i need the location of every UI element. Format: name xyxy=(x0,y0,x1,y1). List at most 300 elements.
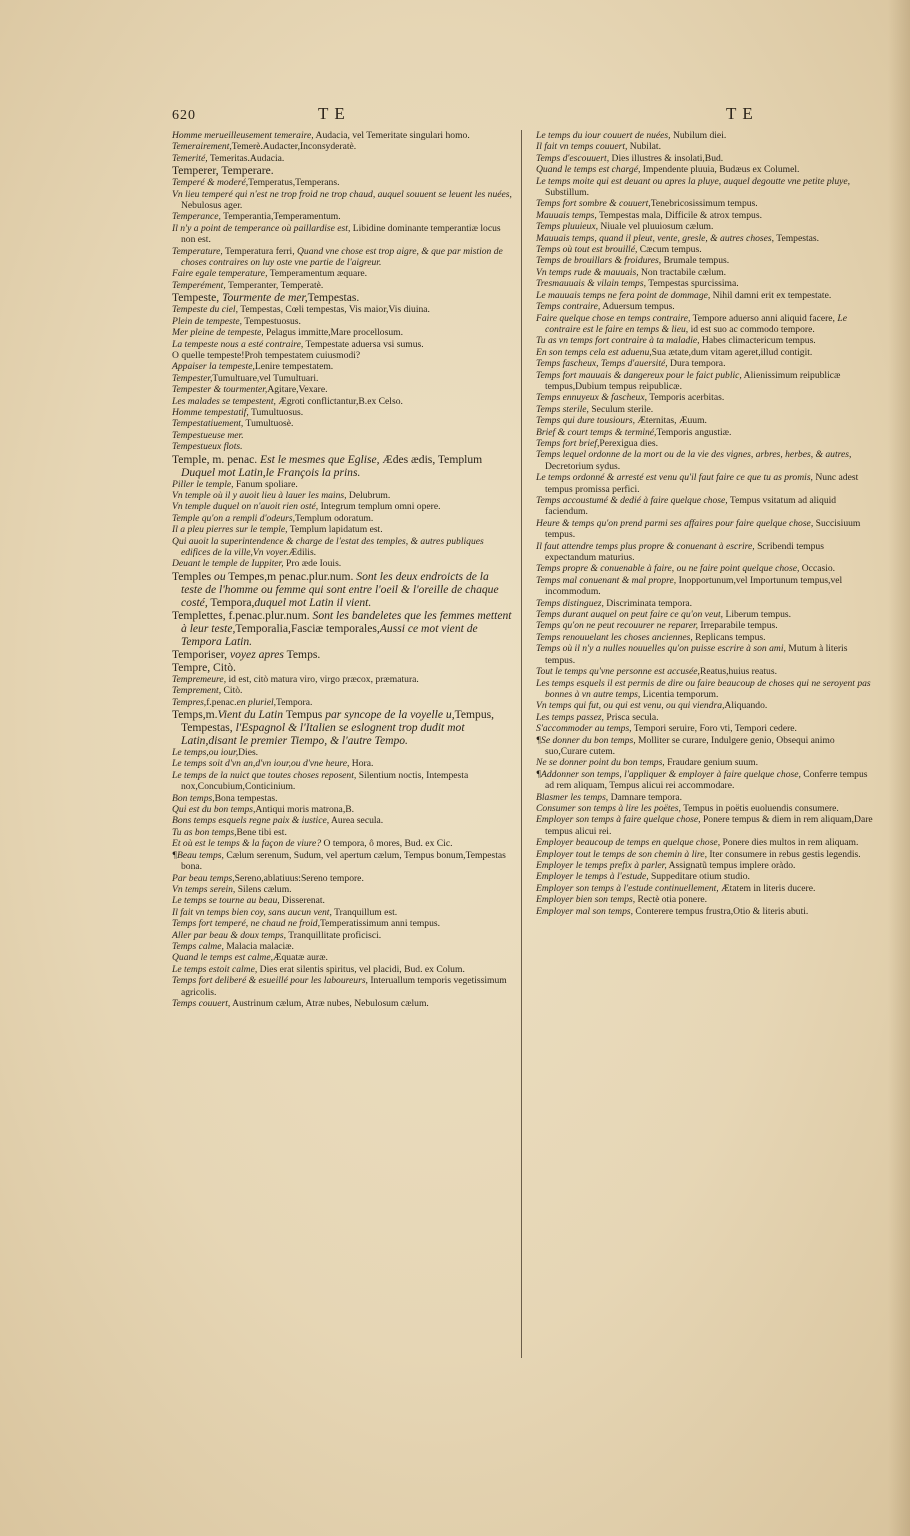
dictionary-entry xyxy=(536,392,876,403)
french-text: Vn temps serein, xyxy=(172,883,236,895)
dictionary-entry xyxy=(172,804,512,815)
dictionary-entry xyxy=(536,427,876,438)
latin-text: Temperatura ferri, xyxy=(222,245,297,257)
french-text: ¶Se donner du bon temps, xyxy=(536,734,636,746)
french-text: Tempeste du ciel, xyxy=(172,304,238,316)
dictionary-entry xyxy=(536,244,876,255)
latin-text: Assignatũ tempus implere oràdo. xyxy=(666,860,796,871)
dictionary-entry xyxy=(172,304,512,315)
latin-text: Tempestas mala, Difficile & atrox tempus. xyxy=(596,209,762,221)
dictionary-entry xyxy=(172,907,512,918)
dictionary-entry xyxy=(172,838,512,849)
latin-text: Malacia malaciæ. xyxy=(223,940,294,952)
french-text: Le temps moite qui est deuant ou apres la pluye, auquel degoutte vne petite pluye, xyxy=(536,175,851,187)
latin-text: Decretorium sydus. xyxy=(545,460,621,472)
dictionary-entry xyxy=(172,827,512,838)
latin-text: Tumultuare,vel Tumultuari. xyxy=(212,372,319,384)
french-text: Temperément, xyxy=(172,279,226,291)
dictionary-entry xyxy=(172,350,512,361)
dictionary-entry xyxy=(536,415,876,426)
page-number: 620 xyxy=(172,108,196,123)
dictionary-entry xyxy=(536,871,876,882)
french-text: Vn temple duquel on n'auoit rien osté, xyxy=(172,501,319,513)
dictionary-entry xyxy=(172,708,512,747)
dictionary-entry xyxy=(172,793,512,804)
dictionary-entry xyxy=(536,267,876,278)
dictionary-entry xyxy=(172,189,512,212)
french-text: Temps durant auquel on peut faire ce qu'on veut, xyxy=(536,609,724,621)
latin-text: Aurea secula. xyxy=(329,815,384,827)
dictionary-entry xyxy=(536,290,876,301)
dictionary-entry xyxy=(172,396,512,407)
french-text: Faire egale temperature, xyxy=(172,268,268,280)
french-text: Temps renouuelant les choses anciennes, xyxy=(536,631,693,643)
latin-text: Æquatæ auræ. xyxy=(272,952,328,964)
french-text: Vn temps qui fut, ou qui est venu, ou qui viendra, xyxy=(536,700,725,712)
dictionary-entry xyxy=(536,438,876,449)
latin-text: Lenire tempestatem. xyxy=(254,361,334,373)
latin-text: Conterere tempus frustra,Otio & literis abuti. xyxy=(633,905,809,917)
french-text: Temperance, xyxy=(172,211,221,223)
dictionary-entry xyxy=(172,407,512,418)
french-text: Tempres, xyxy=(172,696,207,708)
french-text: Temps fascheux, Temps d'auersité, xyxy=(536,358,668,370)
latin-text: Integrum templum omni opere. xyxy=(318,501,441,513)
dictionary-entry xyxy=(172,850,512,873)
dictionary-entry xyxy=(536,141,876,152)
dictionary-entry xyxy=(172,418,512,429)
french-text: Les temps esquels il est permis de dire ou faire beaucoup de choses qui ne seroyent pas bonnes à vn autre temps, xyxy=(536,677,871,700)
latin-text: Liberum tempus. xyxy=(723,609,792,621)
latin-text: Replicans tempus. xyxy=(692,631,766,643)
french-text: Temps qui dure tousiours, xyxy=(536,415,635,427)
dictionary-entry xyxy=(536,221,876,232)
french-text: Homme tempestatif, xyxy=(172,406,249,418)
running-header-right: T E xyxy=(726,104,754,123)
french-text: Tempestueuse mer. xyxy=(172,429,244,441)
latin-text: Damnare tempora. xyxy=(608,791,683,803)
dictionary-entry xyxy=(536,883,876,894)
dictionary-entry xyxy=(536,894,876,905)
dictionary-entry xyxy=(536,906,876,917)
french-text: Employer son temps à l'estude continuellement, xyxy=(536,882,719,894)
french-text: Temerité, xyxy=(172,152,208,164)
dictionary-entry xyxy=(536,849,876,860)
dictionary-entry xyxy=(172,327,512,338)
latin-text: Cælum serenum, Sudum, vel apertum cælum, Tempus bonum,Tempestas bona. xyxy=(181,849,506,873)
dictionary-entry xyxy=(172,211,512,222)
french-text: Qui est du bon temps, xyxy=(172,804,256,816)
dictionary-entry xyxy=(536,609,876,620)
latin-text: Sereno,ablatiuus:Sereno tempore. xyxy=(234,872,364,884)
latin-text: Templettes, f.penac.plur.num. xyxy=(172,608,313,622)
french-text: Faire quelque chose en temps contraire, xyxy=(536,312,691,324)
column-divider xyxy=(521,130,522,1358)
latin-text: Citò. xyxy=(221,685,243,697)
french-text: Tout le temps qu'vne personne est accusée, xyxy=(536,666,700,678)
french-text: Est le mesmes que Eglise, xyxy=(260,452,380,466)
dictionary-entry xyxy=(536,792,876,803)
latin-text: Bene tibi est. xyxy=(236,826,287,838)
french-text: Temps fort mauuais & dangereux pour le faict public, xyxy=(536,369,742,381)
dictionary-entry xyxy=(172,609,512,648)
dictionary-entry xyxy=(536,278,876,289)
dictionary-entry xyxy=(172,177,512,188)
dictionary-entry xyxy=(172,930,512,941)
french-text: Temps ennuyeux & fascheux, xyxy=(536,392,648,404)
dictionary-entry xyxy=(536,301,876,312)
dictionary-entry xyxy=(536,769,876,792)
dictionary-entry xyxy=(536,233,876,244)
dictionary-entry xyxy=(536,620,876,631)
latin-text: Temporis acerbitas. xyxy=(647,392,725,404)
french-text: Employer tout le temps de son chemin à lire, xyxy=(536,848,707,860)
latin-text: Tempus vsitatum ad aliquid faciendum. xyxy=(545,495,837,518)
french-text: Temerairement, xyxy=(172,141,232,153)
latin-text: Ægroti conflictantur,B.ex Celso. xyxy=(275,395,403,407)
french-text: Mer pleine de tempeste, xyxy=(172,327,264,339)
dictionary-entry xyxy=(172,884,512,895)
latin-text: Suppeditare otium studio. xyxy=(648,871,750,883)
french-text: Temps lequel ordonne de la mort ou de la vie des vignes, arbres, herbes, & autres, xyxy=(536,449,852,461)
french-text: Temps fort temperé, ne chaud ne froid, xyxy=(172,918,320,930)
latin-text: Tenebricosissimum tempus. xyxy=(650,198,758,210)
dictionary-entry xyxy=(536,404,876,415)
latin-text: Æternitas, Æuum. xyxy=(634,415,707,427)
dictionary-entry xyxy=(536,198,876,209)
french-text: Brief & court temps & terminé, xyxy=(536,426,657,438)
latin-text: Aduersum tempus. xyxy=(600,301,675,313)
dictionary-entry xyxy=(536,370,876,393)
latin-text: Occasio. xyxy=(799,563,836,575)
dictionary-entry xyxy=(172,141,512,152)
latin-text: Brumale tempus. xyxy=(661,255,730,267)
french-text: Homme merueilleusement temeraire, xyxy=(172,130,314,141)
dictionary-entry xyxy=(536,837,876,848)
dictionary-entry xyxy=(172,153,512,164)
dictionary-entry xyxy=(536,130,876,141)
french-text: Appaiser la tempeste, xyxy=(172,361,255,373)
french-text: Quand le temps est calme, xyxy=(172,952,273,964)
latin-text: Templum lapidatum est. xyxy=(287,524,383,536)
latin-text: Tempestas spurcissima. xyxy=(645,278,739,290)
french-text: Employer le temps prefix à parler, xyxy=(536,860,667,871)
dictionary-entry xyxy=(536,255,876,266)
dictionary-entry xyxy=(536,735,876,758)
dictionary-entry xyxy=(536,358,876,369)
latin-text: Inopportunum,vel Importunum tempus,vel incommodum. xyxy=(545,574,843,598)
french-text: Vient du Latin xyxy=(217,708,284,722)
french-text: ¶Beau temps, xyxy=(172,849,224,861)
french-text: Temps accoustumé & dedié à faire quelque chose, xyxy=(536,495,728,506)
latin-text: Reatus,huius reatus. xyxy=(699,666,777,678)
dictionary-entry xyxy=(172,513,512,524)
french-text: Consumer son temps à lire les poëtes, xyxy=(536,802,681,814)
dictionary-entry xyxy=(536,643,876,666)
french-text: Mauuais temps, quand il pleut, vente, gresle, & autres choses, xyxy=(536,232,775,244)
dictionary-entry xyxy=(536,632,876,643)
latin-text: Tumultuosus. xyxy=(248,406,304,418)
dictionary-entry xyxy=(536,757,876,768)
french-text: Piller le temple, xyxy=(172,478,234,490)
latin-text: Tempus in poëtis euoluendis consumere. xyxy=(680,802,839,814)
french-text: Temps d'escouuert, xyxy=(536,152,610,164)
french-text: Temps contraire, xyxy=(536,301,601,313)
dictionary-entry xyxy=(172,501,512,512)
french-text: Le temps se tourne au beau, xyxy=(172,895,280,907)
latin-text: Temporis angustiæ. xyxy=(656,426,732,438)
french-text: Le temps,ou iour, xyxy=(172,747,239,759)
french-text: Temps mal conuenant & mal propre, xyxy=(536,574,677,586)
dictionary-entry xyxy=(536,541,876,564)
french-text: Temps qu'on ne peut recouurer ne reparer, xyxy=(536,620,699,632)
dictionary-entry xyxy=(536,678,876,701)
latin-text: Discriminata tempora. xyxy=(603,597,693,609)
french-text: Tempester, xyxy=(172,372,213,384)
french-text: Sont les deux endroicts de la teste de l'homme ou femme qui sont entre l'oeil & l'oreille de chaque costé, xyxy=(181,569,499,609)
dictionary-entry xyxy=(172,952,512,963)
latin-text: Pelagus immitte,Mare procellosum. xyxy=(263,327,403,339)
french-text: Temps fort brief, xyxy=(536,437,600,449)
latin-text: Rectè otia ponere. xyxy=(635,894,708,906)
dictionary-entry xyxy=(172,373,512,384)
latin-text: Temporalia,Fasciæ temporales, xyxy=(235,621,380,635)
latin-text: Cæcum tempus. xyxy=(637,244,702,256)
latin-text: Seculum sterile. xyxy=(588,403,654,415)
latin-text: Temperatus,Temperans. xyxy=(248,177,340,189)
latin-text: Bona tempestas. xyxy=(214,792,278,804)
dictionary-entry xyxy=(172,770,512,793)
french-text: Temps où il n'y a nulles nouuelles qu'on puisse escrire à son ami, xyxy=(536,643,786,655)
latin-text: Tempus xyxy=(283,708,326,722)
dictionary-entry xyxy=(172,490,512,501)
dictionary-entry xyxy=(172,758,512,769)
dictionary-entry xyxy=(172,964,512,975)
latin-text: Temps,m. xyxy=(172,708,218,722)
latin-text: Interuallum temporis vegetissimum agricolis. xyxy=(181,975,507,998)
latin-text: Irreparabile tempus. xyxy=(698,620,778,632)
dictionary-entry xyxy=(172,441,512,452)
latin-text: Iter consumere in rebus gestis legendis. xyxy=(706,848,861,860)
french-text: Tresmauuais & vilain temps, xyxy=(536,278,646,290)
french-text: l'Espagnol & l'Italien se eslognent trop dudit mot Latin,disant le premier Tiempo, & l'autre Tempo. xyxy=(181,721,465,748)
dictionary-entry xyxy=(172,747,512,758)
latin-text: Dies illustres & insolati,Bud. xyxy=(609,152,724,164)
latin-text: Molliter se curare, Indulgere genio, Obsequi animo suo,Curare cutem. xyxy=(545,734,835,757)
latin-text: Succisiuum tempus. xyxy=(545,517,861,541)
dictionary-entry xyxy=(536,313,876,336)
french-text: Le mauuais temps ne fera point de dommage, xyxy=(536,289,711,301)
french-text: Il fait vn temps couuert, xyxy=(536,141,628,153)
french-text: Employer bien son temps, xyxy=(536,894,636,906)
latin-text: Fraudare genium suum. xyxy=(664,757,758,769)
latin-text: Temperamentum æquare. xyxy=(267,268,368,280)
latin-text: Tempeste, xyxy=(172,291,223,305)
dictionary-entry xyxy=(536,347,876,358)
french-text: Tempestatiuement, xyxy=(172,418,244,430)
latin-text: Non tractabile cælum. xyxy=(638,266,726,278)
right-column xyxy=(536,130,876,917)
french-text: Le temps du iour couuert de nuées, xyxy=(536,130,671,141)
french-text: Temprement, xyxy=(172,685,222,697)
dictionary-entry xyxy=(172,268,512,279)
french-text: Temperature, xyxy=(172,245,223,257)
latin-text: Tempora. xyxy=(276,696,313,708)
latin-text: Nubilum diei. xyxy=(670,130,727,141)
dictionary-entry xyxy=(172,130,512,141)
dictionary-entry xyxy=(536,153,876,164)
french-text: Les malades se tempestent, xyxy=(172,395,276,407)
french-text: Il faut attendre temps plus propre & conuenant à escrire, xyxy=(536,540,755,552)
latin-text: Temperantia,Temperamentum. xyxy=(220,211,341,223)
french-text: Sont les bandeletes que les femmes mettent à leur teste, xyxy=(181,608,512,635)
latin-text: Pro æde Iouis. xyxy=(283,558,342,570)
dictionary-entry xyxy=(536,335,876,346)
dictionary-entry xyxy=(172,524,512,535)
latin-text: Fanum spoliare. xyxy=(233,478,298,490)
latin-text: Nihil damni erit ex tempestate. xyxy=(710,289,832,301)
latin-text: Temperatissimum anni tempus. xyxy=(319,918,441,930)
latin-text: Temporiser, xyxy=(172,647,230,661)
dictionary-entry xyxy=(536,563,876,574)
latin-text: Impendente pluuia, Budæus ex Columel. xyxy=(640,164,800,176)
french-text: Employer son temps à faire quelque chose, xyxy=(536,814,701,826)
dictionary-entry xyxy=(172,815,512,826)
french-text: Temps fort sombre & couuert, xyxy=(536,198,651,210)
latin-text: Tempori seruire, Foro vti, Tempori cedere. xyxy=(631,723,797,735)
latin-text: Dies erat silentis spiritus, vel placidi, Bud. ex Colum. xyxy=(257,963,465,975)
dictionary-entry xyxy=(536,449,876,472)
dictionary-entry xyxy=(172,280,512,291)
latin-text: Tempestas. xyxy=(774,232,820,244)
french-text: Tempremeure, xyxy=(172,673,227,685)
latin-text: Temples xyxy=(172,569,215,583)
dictionary-entry xyxy=(172,479,512,490)
french-text: Vn temple où il y auoit lieu à lauer les mains, xyxy=(172,489,347,501)
french-text: par syncope de la voyelle u, xyxy=(325,708,455,722)
latin-text: Mutum à literis tempus. xyxy=(545,643,848,666)
latin-text: Disserenat. xyxy=(279,895,325,907)
french-text: Tempester & tourmenter, xyxy=(172,384,268,396)
dictionary-entry xyxy=(536,164,876,175)
latin-text: Tempestas, Cœli tempestas, Vis maior,Vis diuina. xyxy=(238,304,430,316)
latin-text: Temps. xyxy=(283,647,321,661)
french-text: en pluriel, xyxy=(236,696,277,708)
dictionary-entry xyxy=(536,472,876,495)
latin-text: Audacia, vel Temeritate singulari homo. xyxy=(313,130,470,141)
latin-text: Temerè.Audacter,Inconsyderatè. xyxy=(231,141,357,153)
dictionary-entry xyxy=(172,316,512,327)
dictionary-entry xyxy=(172,895,512,906)
dictionary-entry xyxy=(172,558,512,569)
french-text: Temps de brouillars & froidures, xyxy=(536,255,662,267)
french-text: Employer beaucoup de temps en quelque chose, xyxy=(536,837,721,849)
dictionary-entry xyxy=(172,873,512,884)
french-text: Qui auoit la superintendence & charge de l'estat des temples, & autres publiques edifices de la ville,Vn voyer. xyxy=(172,535,484,558)
latin-text: Temeritas.Audacia. xyxy=(207,152,285,164)
latin-text: Hora. xyxy=(349,758,374,770)
french-text: Blasmer les temps, xyxy=(536,791,609,803)
dictionary-entry xyxy=(172,674,512,685)
latin-text: Prisca secula. xyxy=(603,711,659,723)
french-text: Mauuais temps, xyxy=(536,209,597,221)
latin-text: Tempestas. xyxy=(307,291,360,305)
french-text: Quand le temps est chargé, xyxy=(536,164,641,176)
french-text: Temps couuert, xyxy=(172,997,231,1009)
french-text: Temps sterile, xyxy=(536,403,589,415)
french-text: Temple qu'on a rempli d'odeurs, xyxy=(172,512,296,524)
dictionary-entry xyxy=(172,164,512,177)
dictionary-entry xyxy=(536,495,876,518)
latin-text: Aliquando. xyxy=(724,700,768,712)
latin-text: Ponere tempus & diem in rem aliquam,Dare tempus alicui rei. xyxy=(545,814,873,837)
dictionary-entry xyxy=(536,575,876,598)
dictionary-entry xyxy=(172,661,512,674)
french-text: Il fait vn temps bien coy, sans aucun vent, xyxy=(172,906,332,918)
latin-text: Temple, m. penac. xyxy=(172,452,261,466)
left-column xyxy=(172,130,512,1009)
dictionary-entry xyxy=(536,666,876,677)
latin-text: Conferre tempus ad rem aliquam, Tempus alicui rei accommodare. xyxy=(545,768,868,792)
latin-text: Delubrum. xyxy=(346,489,391,501)
french-text: Quand vne chose est trop aigre, & que par mistion de choses contraires on luy oste vne partie de l'aigreur. xyxy=(181,245,503,269)
latin-text: Licentia temporum. xyxy=(640,688,719,700)
latin-text: Ætatem in literis ducere. xyxy=(718,882,816,894)
dictionary-entry xyxy=(536,803,876,814)
french-text: Temps pluuieux, xyxy=(536,221,599,233)
french-text: Par beau temps, xyxy=(172,872,235,884)
french-text: Le temps estoit calme, xyxy=(172,963,258,975)
latin-text: Tempes,m penac.plur.num. xyxy=(225,569,357,583)
latin-text: O quelle tempeste!Proh tempestatem cuiusmodi? xyxy=(172,349,361,361)
french-text: Heure & temps qu'on prend parmi ses affaires pour faire quelque chose, xyxy=(536,517,814,529)
french-text: Le temps ordonné & arresté est venu qu'il faut faire ce que tu as promis, xyxy=(536,472,813,484)
dictionary-entry xyxy=(172,430,512,441)
dictionary-entry xyxy=(172,998,512,1009)
latin-text: Ædilis. xyxy=(288,547,317,558)
french-text: Employer le temps à l'estude, xyxy=(536,871,649,883)
latin-text: Tumultuosè. xyxy=(243,418,294,430)
french-text: Temps propre & conuenable à faire, ou ne faire point quelque chose, xyxy=(536,563,800,575)
latin-text: f.penac. xyxy=(206,696,237,708)
french-text: Temps calme, xyxy=(172,940,224,952)
latin-text: id est, citò matura viro, virgo præcox, præmatura. xyxy=(226,673,419,685)
french-text: Le contraire est le faire en temps & lieu, xyxy=(545,312,847,335)
dictionary-entry xyxy=(536,518,876,541)
french-text: Plein de tempeste, xyxy=(172,315,243,327)
latin-text: Tempora, xyxy=(207,595,255,609)
french-text: Temps distinguez, xyxy=(536,597,604,609)
latin-text: Tranquillum est. xyxy=(331,906,398,918)
latin-text: Substillum. xyxy=(545,187,589,199)
latin-text: Tempore aduerso anni aliquid facere, xyxy=(690,312,838,324)
french-text: Deuant le temple de Iuppiter, xyxy=(172,558,284,570)
french-text: Employer mal son temps, xyxy=(536,905,633,917)
dictionary-entry xyxy=(536,712,876,723)
dictionary-entry xyxy=(536,723,876,734)
french-text: Bons temps esquels regne paix & iustice, xyxy=(172,815,330,827)
latin-text: Nunc adest tempus promissa perfici. xyxy=(545,472,859,495)
dictionary-entry xyxy=(172,453,512,479)
latin-text: id est suo ac commodo tempore. xyxy=(688,323,815,335)
french-text: Vn lieu temperé qui n'est ne trop froid ne trop chaud, auquel souuent se leuent les nuées, xyxy=(172,188,512,200)
latin-text: Tempestuosus. xyxy=(242,315,301,327)
dictionary-entry xyxy=(536,598,876,609)
dictionary-entry xyxy=(172,339,512,350)
dictionary-entry xyxy=(536,700,876,711)
latin-text: Antiqui moris matrona,B. xyxy=(255,804,355,816)
dictionary-entry xyxy=(172,223,512,246)
